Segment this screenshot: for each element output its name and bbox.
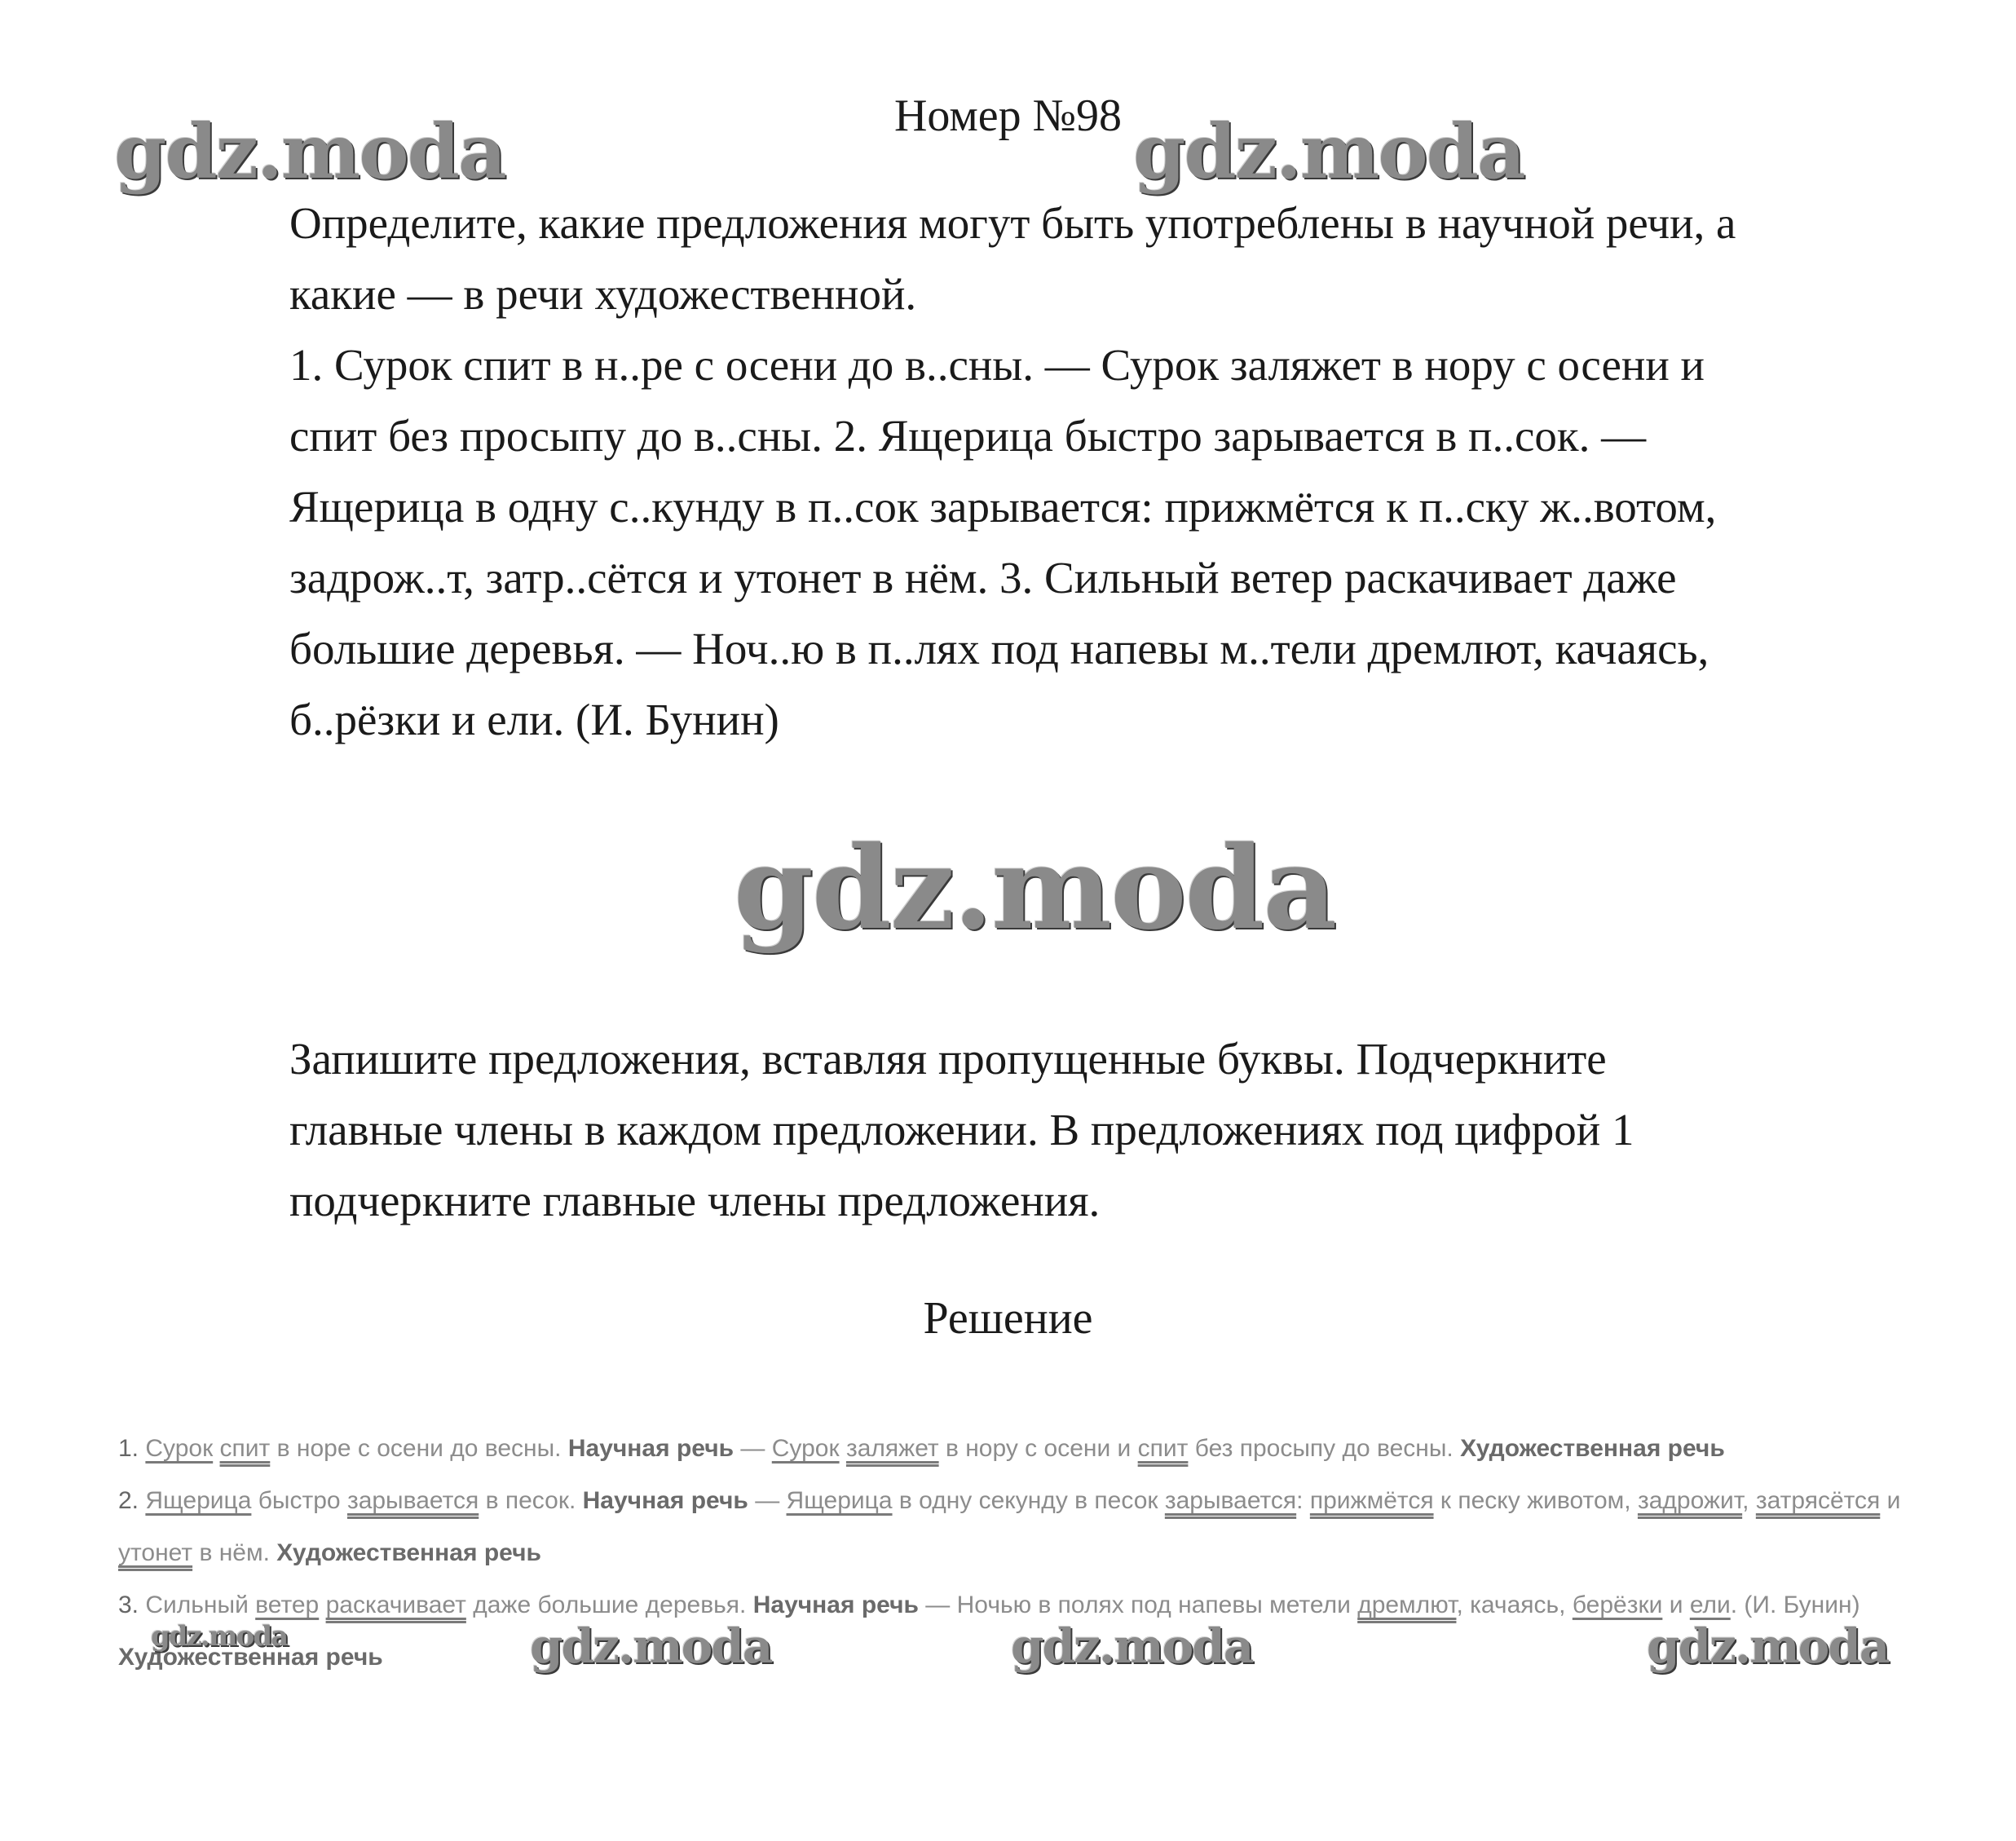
predicate: зарывается [346, 1487, 479, 1514]
solution-heading: Решение [923, 1293, 1093, 1344]
predicate: затрясётся [1755, 1487, 1881, 1514]
predicate: спит [219, 1435, 271, 1462]
watermark: gdz.moda [114, 108, 505, 196]
task-1 [289, 188, 1757, 755]
sentence-text: в нору с осени и [945, 1435, 1132, 1462]
predicate: утонет [118, 1539, 193, 1566]
predicate: дремлют [1357, 1592, 1457, 1618]
dash: — [740, 1435, 765, 1462]
dash: — [925, 1592, 951, 1618]
row-number: 2. [118, 1487, 139, 1514]
predicate: раскачивает [325, 1592, 466, 1618]
predicate: задрожит [1637, 1487, 1743, 1514]
sentence-text: в норе с осени до весны. [276, 1435, 562, 1462]
sentence-text: даже большие деревья. [473, 1592, 747, 1618]
sentence-text: . (И. Бунин) [1730, 1592, 1860, 1618]
subject: ветер [255, 1592, 320, 1618]
watermark: gdz.moda [734, 822, 1336, 956]
predicate: зарывается [1164, 1487, 1297, 1514]
speech-type: Научная речь [567, 1435, 734, 1462]
dash: — [755, 1487, 780, 1514]
predicate: спит [1137, 1435, 1189, 1462]
subject: Ящерица [786, 1487, 893, 1514]
sentence-text: , качаясь, [1456, 1592, 1566, 1618]
sentence-text: в одну секунду в песок [898, 1487, 1158, 1514]
task-2 [289, 1023, 1757, 1236]
solution-row-2 [118, 1475, 1936, 1579]
subject: берёзки [1572, 1592, 1663, 1618]
speech-type: Научная речь [752, 1592, 919, 1618]
speech-type: Художественная речь [276, 1539, 541, 1566]
row-number: 3. [118, 1592, 139, 1618]
sentence-text: быстро [258, 1487, 341, 1514]
sentence-text: в нём. [199, 1539, 270, 1566]
subject: ели [1689, 1592, 1731, 1618]
watermark: gdz.moda [530, 1618, 772, 1674]
sentence-text: к песку животом, [1440, 1487, 1631, 1514]
speech-type: Научная речь [582, 1487, 748, 1514]
subject: Ящерица [145, 1487, 252, 1514]
conjunction: и [1886, 1487, 1901, 1514]
page-title: Номер №98 [893, 91, 1123, 141]
row-number: 1. [118, 1435, 139, 1462]
watermark: gdz.moda [1133, 108, 1524, 196]
punctuation: , [1742, 1487, 1749, 1514]
sentence-text: без просыпу до весны. [1194, 1435, 1454, 1462]
task-1-text: 1. Сурок спит в н..ре с осени до в..сны. — Сурок заляжет в нору с осени и спит без просыпу до в..сны. 2. Ящерица быстро зарывается в п..сок. — Ящерица в одну с..кунду в п..сок зарывается: прижмётся к п..ску ж..вотом, задрож..т, затр..сётся и утонет в нём. 3. Сильный ветер раскачивает даже большие деревья. — Ноч..ю в п..лях под напевы м..тели дремлют, качаясь, б..рёзки и ели. (И. Бунин) [289, 340, 1717, 744]
predicate: прижмётся [1309, 1487, 1434, 1514]
watermark: gdz.moda [1011, 1618, 1253, 1674]
punctuation: : [1296, 1487, 1304, 1514]
sentence-text: Сильный [145, 1592, 249, 1618]
solution-row-1 [118, 1423, 1936, 1475]
predicate: заляжет [845, 1435, 939, 1462]
conjunction: и [1669, 1592, 1683, 1618]
watermark: gdz.moda [1647, 1618, 1889, 1674]
task-1-prompt: Определите, какие предложения могут быть употреблены в научной речи, а какие — в речи художественной. [289, 198, 1736, 319]
speech-type: Художественная речь [118, 1644, 383, 1671]
task-2-text: Запишите предложения, вставляя пропущенные буквы. Подчеркните главные члены в каждом предложении. В предложениях под цифрой 1 подчеркните главные члены предложения. [289, 1034, 1634, 1225]
sentence-text: в песок. [485, 1487, 576, 1514]
subject: Сурок [145, 1435, 214, 1462]
speech-type: Художественная речь [1460, 1435, 1725, 1462]
watermark: gdz.moda [151, 1620, 288, 1653]
sentence-text: Ночью в полях под напевы метели [956, 1592, 1351, 1618]
subject: Сурок [771, 1435, 840, 1462]
